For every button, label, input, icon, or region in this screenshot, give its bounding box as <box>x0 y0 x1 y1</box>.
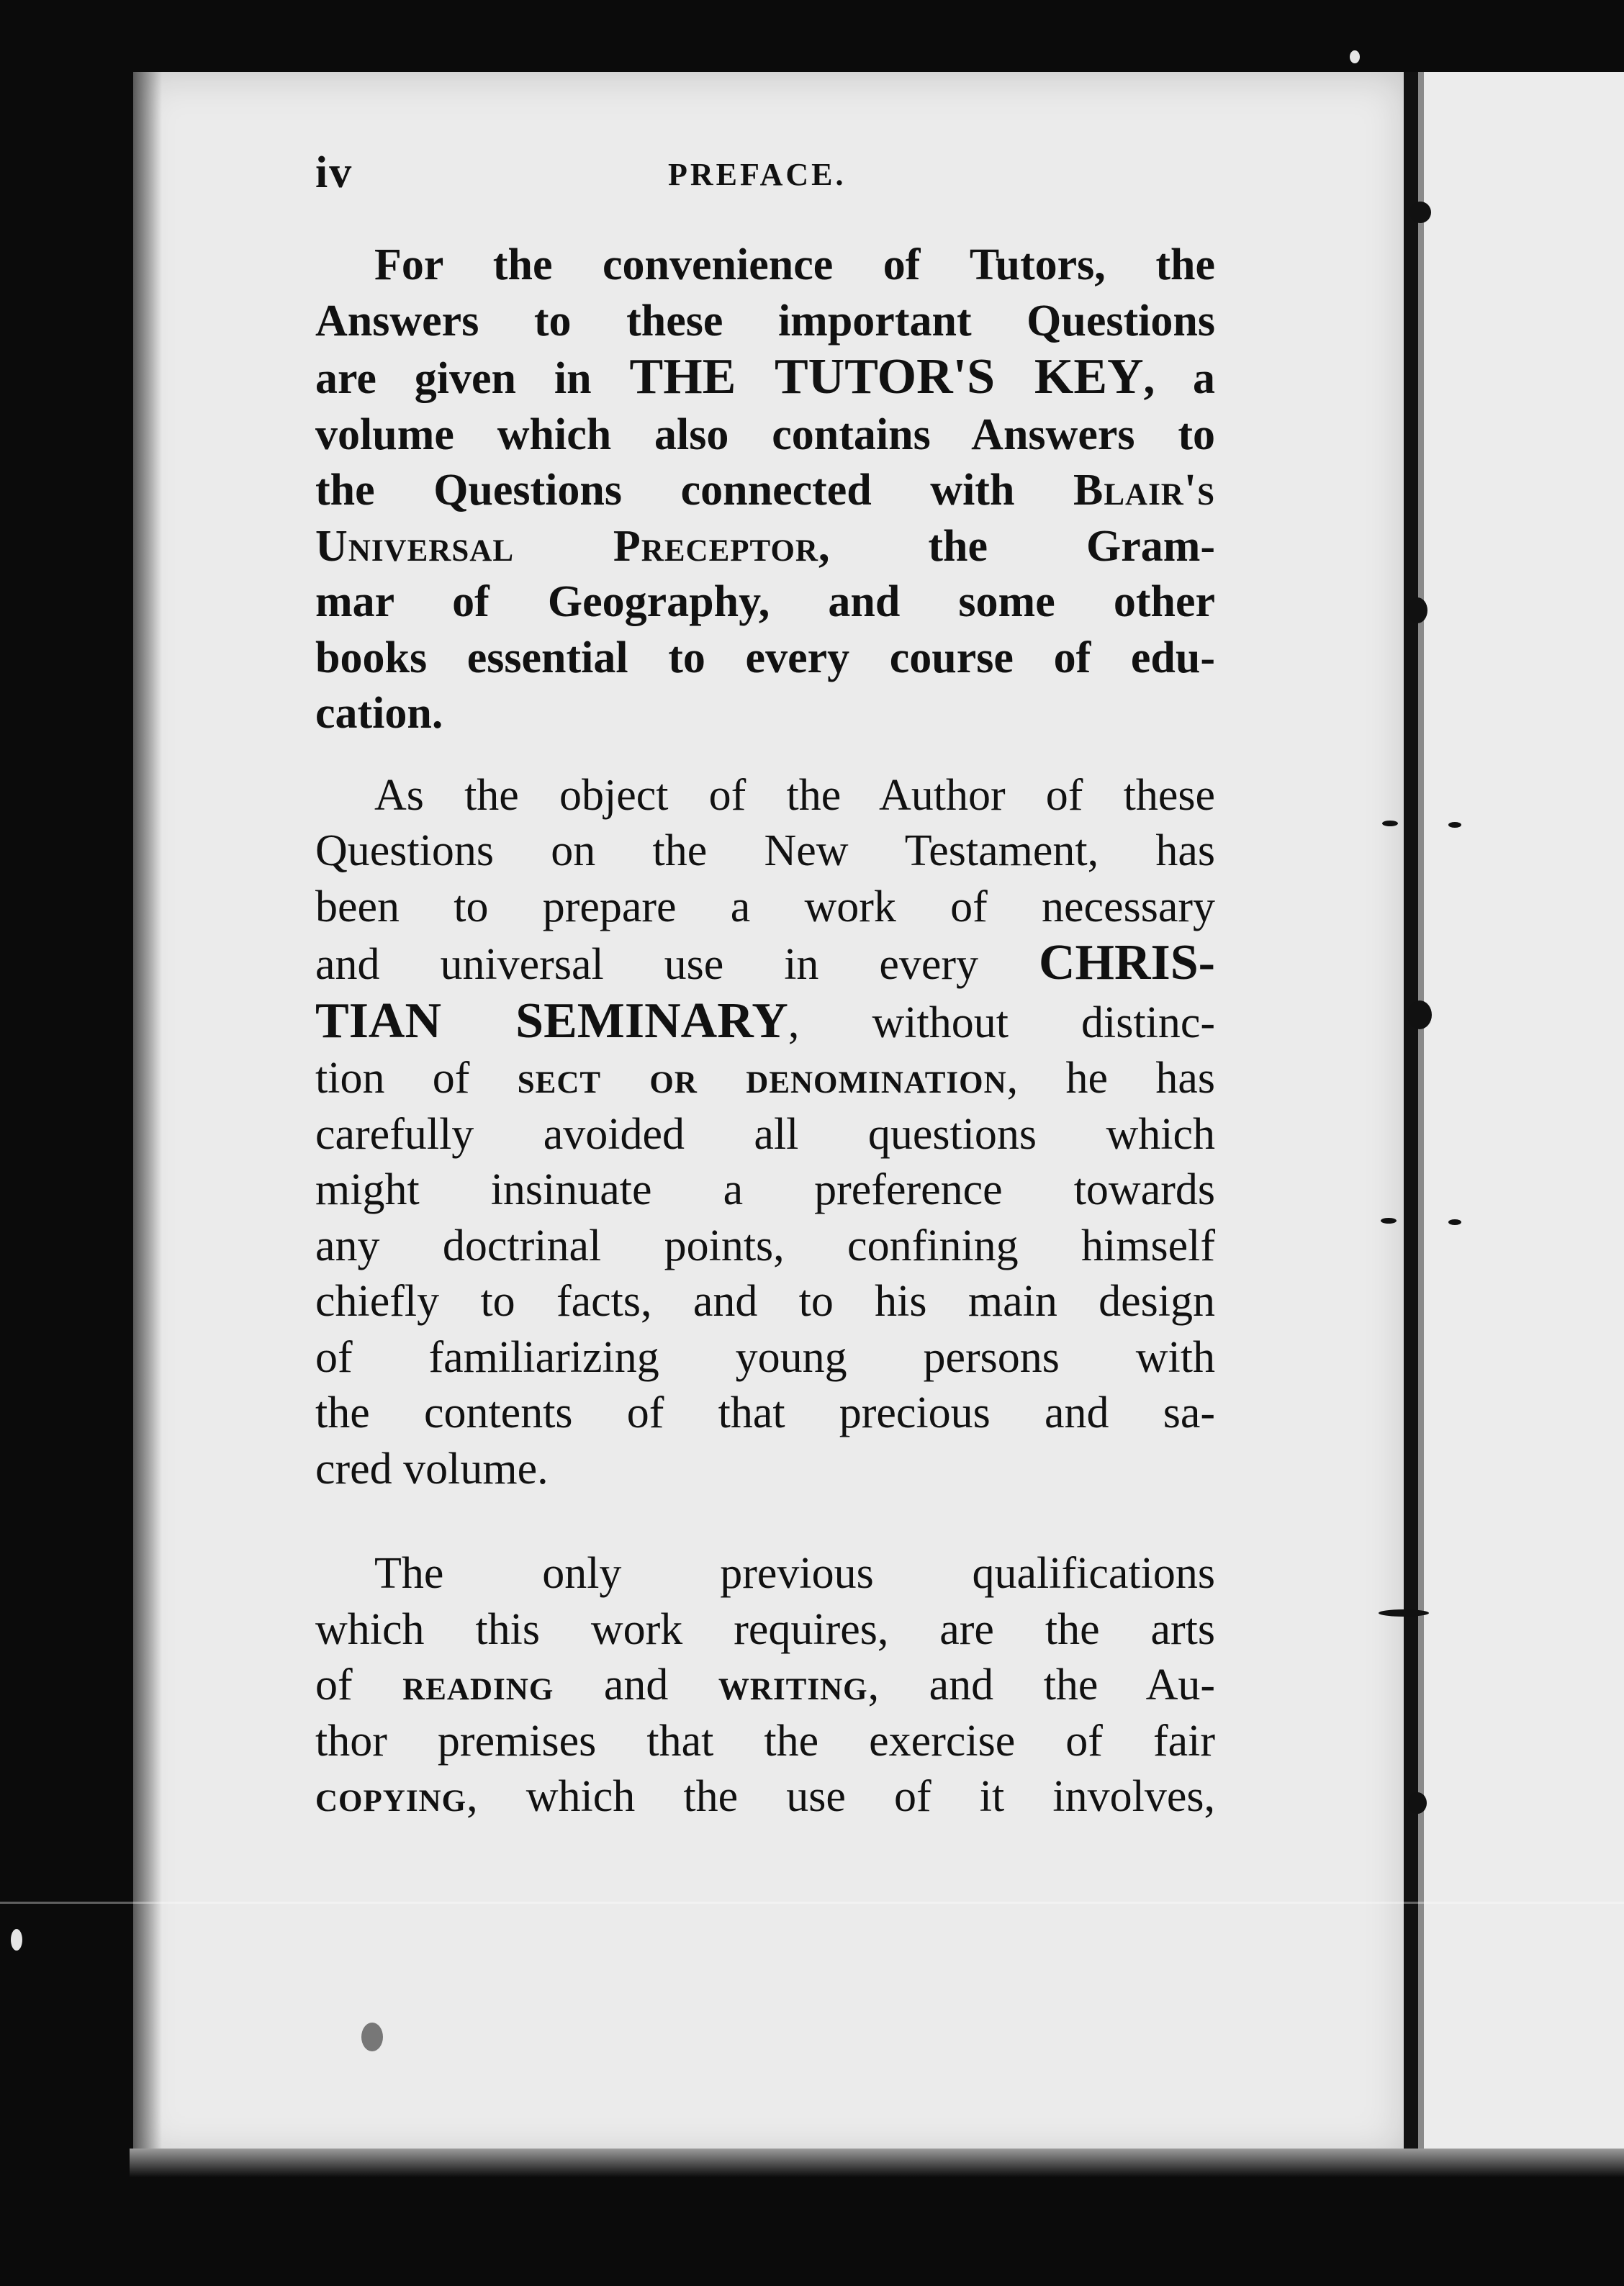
emphasized-title: TIAN SEMINARY <box>315 993 788 1049</box>
text-line: The only previous qualifications <box>374 1549 1215 1598</box>
paragraph-1 <box>315 238 1215 742</box>
paragraph-2 <box>315 768 1215 1498</box>
text-line: cation. <box>315 689 443 738</box>
dust-speck <box>11 1929 22 1951</box>
text-line: mar of Geography, and some other <box>315 577 1215 626</box>
text-line: are given in THE TUTOR'S KEY, a <box>315 349 1215 405</box>
small-caps-title: Universal Preceptor <box>315 521 818 571</box>
scan-artifact-line <box>0 1902 1624 1904</box>
small-caps-word: copying <box>315 1772 467 1821</box>
binding-mark <box>1382 821 1398 826</box>
small-caps-phrase: sect or denomination <box>517 1054 1007 1103</box>
small-caps-name: Blair's <box>1073 466 1215 515</box>
ink-blot <box>361 2023 383 2051</box>
dust-speck <box>1350 50 1360 63</box>
preface-text <box>315 238 1215 1825</box>
binding-mark <box>1408 1792 1427 1814</box>
text-line: of reading and writing, and the Au- <box>315 1661 1215 1709</box>
text-line: As the object of the Author of these <box>374 770 1215 820</box>
running-head: PREFACE. <box>668 157 847 192</box>
binding-mark <box>1448 822 1461 828</box>
text-line: been to prepare a work of necessary <box>315 882 1215 931</box>
text-line: copying, which the use of it involves, <box>315 1772 1215 1821</box>
text-line: carefully avoided all questions which <box>315 1109 1215 1159</box>
page-gutter <box>1404 72 1418 2159</box>
text-line: the contents of that precious and sa- <box>315 1388 1215 1437</box>
page-header <box>315 148 1215 198</box>
page-number: iv <box>315 148 353 197</box>
binding-mark <box>1381 1218 1397 1224</box>
binding-mark <box>1409 202 1431 223</box>
text-line: cred volume. <box>315 1444 549 1494</box>
text-line: of familiarizing young persons with <box>315 1332 1215 1382</box>
page-bottom-edge <box>130 2149 1624 2177</box>
text-line: books essential to every course of edu- <box>315 633 1215 682</box>
small-caps-word: reading <box>402 1661 554 1709</box>
text-line: any doctrinal points, confining himself <box>315 1221 1215 1270</box>
text-line: Answers to these important Questions <box>315 296 1215 345</box>
text-line: the Questions connected with Blair's <box>315 466 1215 515</box>
binding-mark <box>1379 1609 1429 1617</box>
text-line: thor premises that the exercise of fair <box>315 1716 1215 1766</box>
small-caps-word: writing <box>718 1661 868 1709</box>
text-line: and universal use in every CHRIS- <box>315 935 1215 990</box>
book-page-right-edge <box>1424 72 1624 2159</box>
binding-mark <box>1448 1219 1461 1225</box>
emphasized-title: THE TUTOR'S KEY <box>629 349 1144 405</box>
binding-mark <box>1407 1000 1432 1029</box>
text-line: For the convenience of Tutors, the <box>374 240 1215 289</box>
text-line: Universal Preceptor, the Gram- <box>315 521 1216 571</box>
emphasized-title: CHRIS- <box>1038 935 1215 990</box>
text-line: which this work requires, are the arts <box>315 1604 1215 1654</box>
text-line: Questions on the New Testament, has <box>315 826 1215 875</box>
text-line: tion of sect or denomination, he has <box>315 1054 1215 1103</box>
paragraph-3 <box>315 1546 1215 1825</box>
binding-mark <box>1407 597 1427 623</box>
text-line: TIAN SEMINARY, without distinc- <box>315 993 1216 1049</box>
text-line: might insinuate a preference towards <box>315 1165 1215 1214</box>
text-line: volume which also contains Answers to <box>315 410 1215 459</box>
text-line: chiefly to facts, and to his main design <box>315 1277 1215 1326</box>
